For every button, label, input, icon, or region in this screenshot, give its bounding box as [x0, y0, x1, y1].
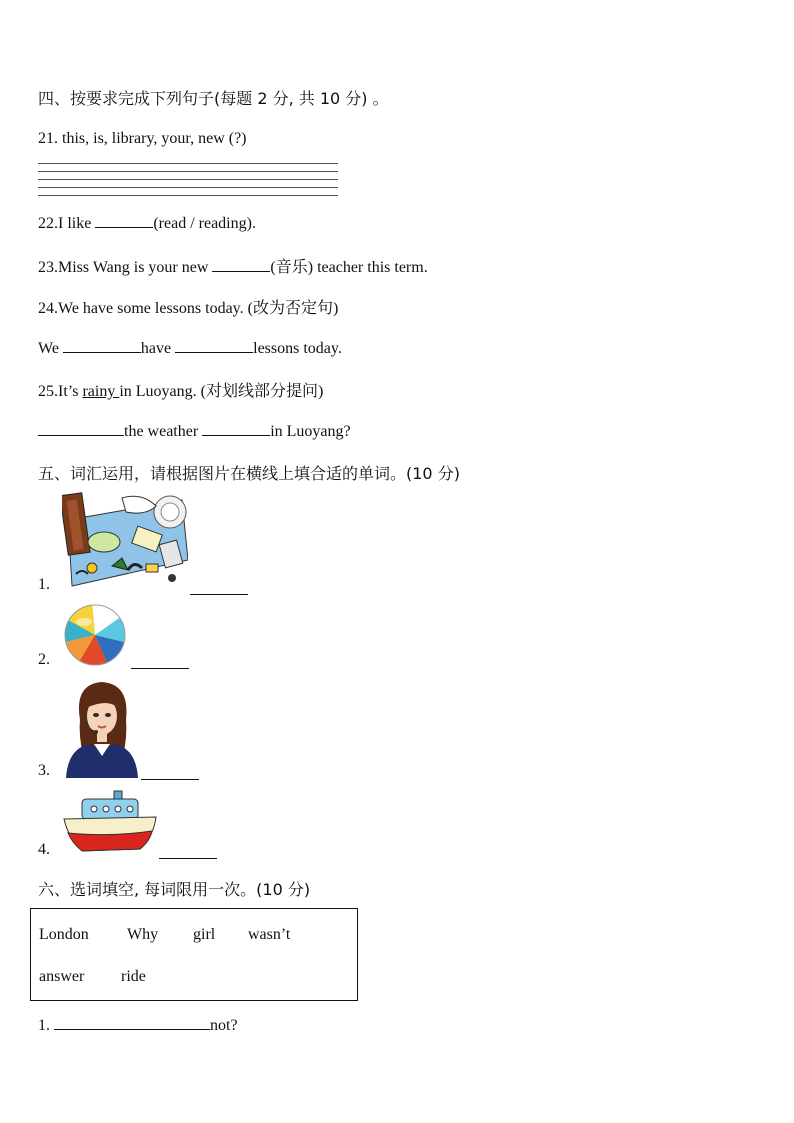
word-bank-word: ride [121, 968, 146, 985]
answer-text: not? [210, 1017, 238, 1034]
answer-blank[interactable] [175, 337, 253, 353]
question-22 [38, 212, 256, 233]
answer-text: in Luoyang? [270, 423, 351, 440]
answer-blank[interactable] [63, 337, 141, 353]
word-bank-word: London [39, 926, 89, 943]
answer-line [38, 195, 338, 196]
answer-line [38, 179, 338, 180]
answer-blank[interactable] [131, 668, 189, 669]
answer-line [38, 163, 338, 164]
question-23-text: 23.Miss Wang is your new [38, 259, 213, 276]
section-6-heading: 六、选词填空, 每词限用一次。(10 分) [38, 880, 311, 899]
section-5-heading: 五、词汇运用，请根据图片在横线上填合适的单词。(10 分) [38, 464, 460, 483]
answer-text: the weather [124, 423, 203, 440]
answer-blank[interactable] [202, 420, 270, 436]
word-bank-box [30, 908, 358, 1001]
item-number: 2. [38, 651, 50, 668]
answer-text: have [140, 340, 176, 357]
question-25-hint: in Luoyang. (对划线部分提问) [119, 383, 324, 400]
answer-line [38, 187, 338, 188]
woman-with-headset-picture [62, 680, 142, 778]
answer-text: We [38, 340, 63, 357]
question-25-answer [38, 420, 351, 441]
question-22-hint: (read / reading). [153, 215, 256, 232]
word-bank-word: answer [39, 968, 85, 985]
item-number: 3. [38, 762, 50, 779]
answer-blank[interactable] [95, 212, 153, 228]
question-25 [38, 378, 323, 401]
word-bank-word: Why [127, 926, 159, 943]
question-22-text: 22.I like [38, 215, 96, 232]
question-24-answer [38, 337, 342, 358]
section-6-question-1 [38, 1014, 238, 1035]
answer-blank[interactable] [190, 594, 248, 595]
question-23-hint: (音乐) teacher this term. [270, 259, 428, 276]
answer-blank[interactable] [141, 779, 199, 780]
question-21: 21. this, is, library, your, new (?) [38, 130, 247, 147]
boat-picture [62, 789, 158, 855]
item-number: 1. [38, 1017, 54, 1034]
answer-line [38, 171, 338, 172]
underlined-word: rainy [82, 383, 120, 400]
question-25-text: 25.It’s [38, 383, 83, 400]
word-bank-word: girl [193, 926, 216, 943]
item-number: 1. [38, 576, 50, 593]
answer-blank[interactable] [212, 256, 270, 272]
answer-blank[interactable] [38, 420, 124, 436]
question-23 [38, 254, 428, 277]
section-4-heading: 四、按要求完成下列句子(每题 2 分, 共 10 分) 。 [38, 89, 389, 108]
word-bank-word: wasn’t [248, 926, 291, 943]
item-number: 4. [38, 841, 50, 858]
answer-blank[interactable] [54, 1014, 210, 1030]
messy-room-picture [62, 490, 188, 590]
question-24: 24.We have some lessons today. (改为否定句) [38, 300, 339, 317]
answer-blank[interactable] [159, 858, 217, 859]
beach-ball-picture [62, 604, 128, 666]
answer-text: lessons today. [253, 340, 342, 357]
